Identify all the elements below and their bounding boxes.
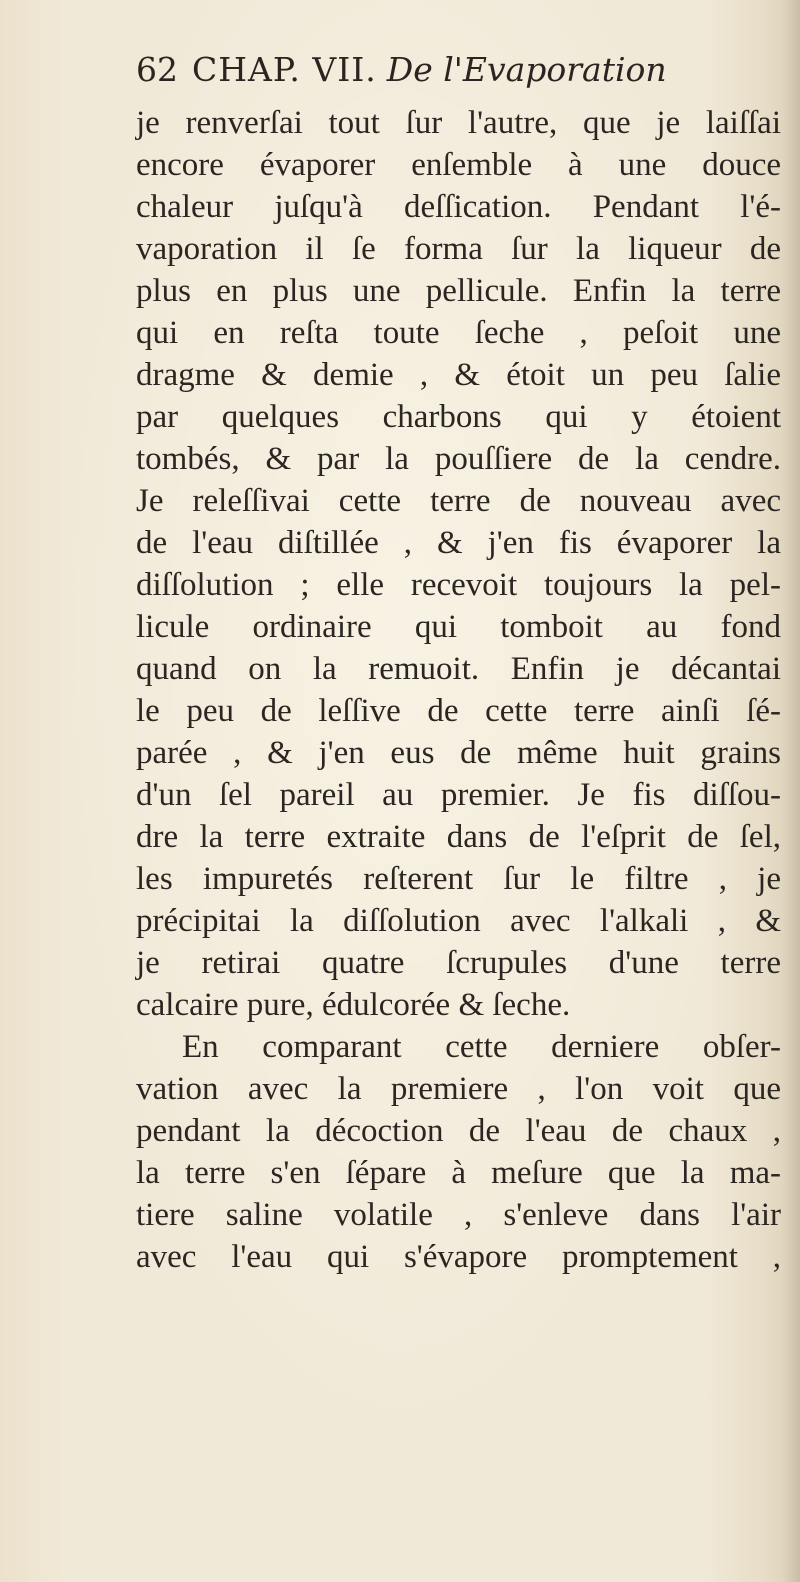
- text-line: quand on la remuoit. Enfin je décantai: [136, 651, 781, 687]
- page-number: 62: [136, 50, 178, 89]
- text-line: tiere saline volatile , s'enleve dans l'air: [136, 1197, 781, 1233]
- text-line: encore évaporer enſemble à une douce: [136, 147, 781, 183]
- running-header: [136, 48, 776, 92]
- text-line: parée , & j'en eus de même huit grains: [136, 735, 781, 771]
- text-line: plus en plus une pellicule. Enfin la terre: [136, 273, 781, 309]
- text-line: précipitai la diſſolution avec l'alkali , &: [136, 903, 781, 939]
- text-line: les impuretés reſterent ſur le filtre , je: [136, 861, 781, 897]
- text-line: la terre s'en ſépare à meſure que la ma-: [136, 1155, 781, 1191]
- text-line: avec l'eau qui s'évapore promptement ,: [136, 1239, 781, 1275]
- text-line: je retirai quatre ſcrupules d'une terre: [136, 945, 781, 981]
- body-text: [136, 102, 781, 1278]
- text-line: par quelques charbons qui y étoient: [136, 399, 781, 435]
- text-line: vaporation il ſe forma ſur la liqueur de: [136, 231, 781, 267]
- text-line: pendant la décoction de l'eau de chaux ,: [136, 1113, 781, 1149]
- text-line: tombés, & par la pouſſiere de la cendre.: [136, 441, 781, 477]
- text-line: dre la terre extraite dans de l'eſprit de ſel,: [136, 819, 781, 855]
- chapter-label: CHAP. VII.: [192, 50, 377, 89]
- text-line: le peu de leſſive de cette terre ainſi ſé-: [136, 693, 781, 729]
- page-edge-shadow: [782, 0, 800, 1582]
- section-title: De l'Evaporation: [386, 50, 667, 89]
- text-line: je renverſai tout ſur l'autre, que je laiſſai: [136, 105, 781, 141]
- text-line: vation avec la premiere , l'on voit que: [136, 1071, 781, 1107]
- text-line: licule ordinaire qui tomboit au fond: [136, 609, 781, 645]
- paragraph-start-line: En comparant cette derniere obſer-: [182, 1029, 781, 1065]
- text-line: dragme & demie , & étoit un peu ſalie: [136, 357, 781, 393]
- text-line: Je releſſivai cette terre de nouveau avec: [136, 483, 781, 519]
- text-line: de l'eau diſtillée , & j'en fis évaporer la: [136, 525, 781, 561]
- text-line: qui en reſta toute ſeche , peſoit une: [136, 315, 781, 351]
- paragraph-end-line: calcaire pure, édulcorée & ſeche.: [136, 987, 571, 1023]
- text-line: diſſolution ; elle recevoit toujours la pel-: [136, 567, 781, 603]
- text-line: chaleur juſqu'à deſſication. Pendant l'é-: [136, 189, 781, 225]
- text-line: d'un ſel pareil au premier. Je fis diſſou-: [136, 777, 781, 813]
